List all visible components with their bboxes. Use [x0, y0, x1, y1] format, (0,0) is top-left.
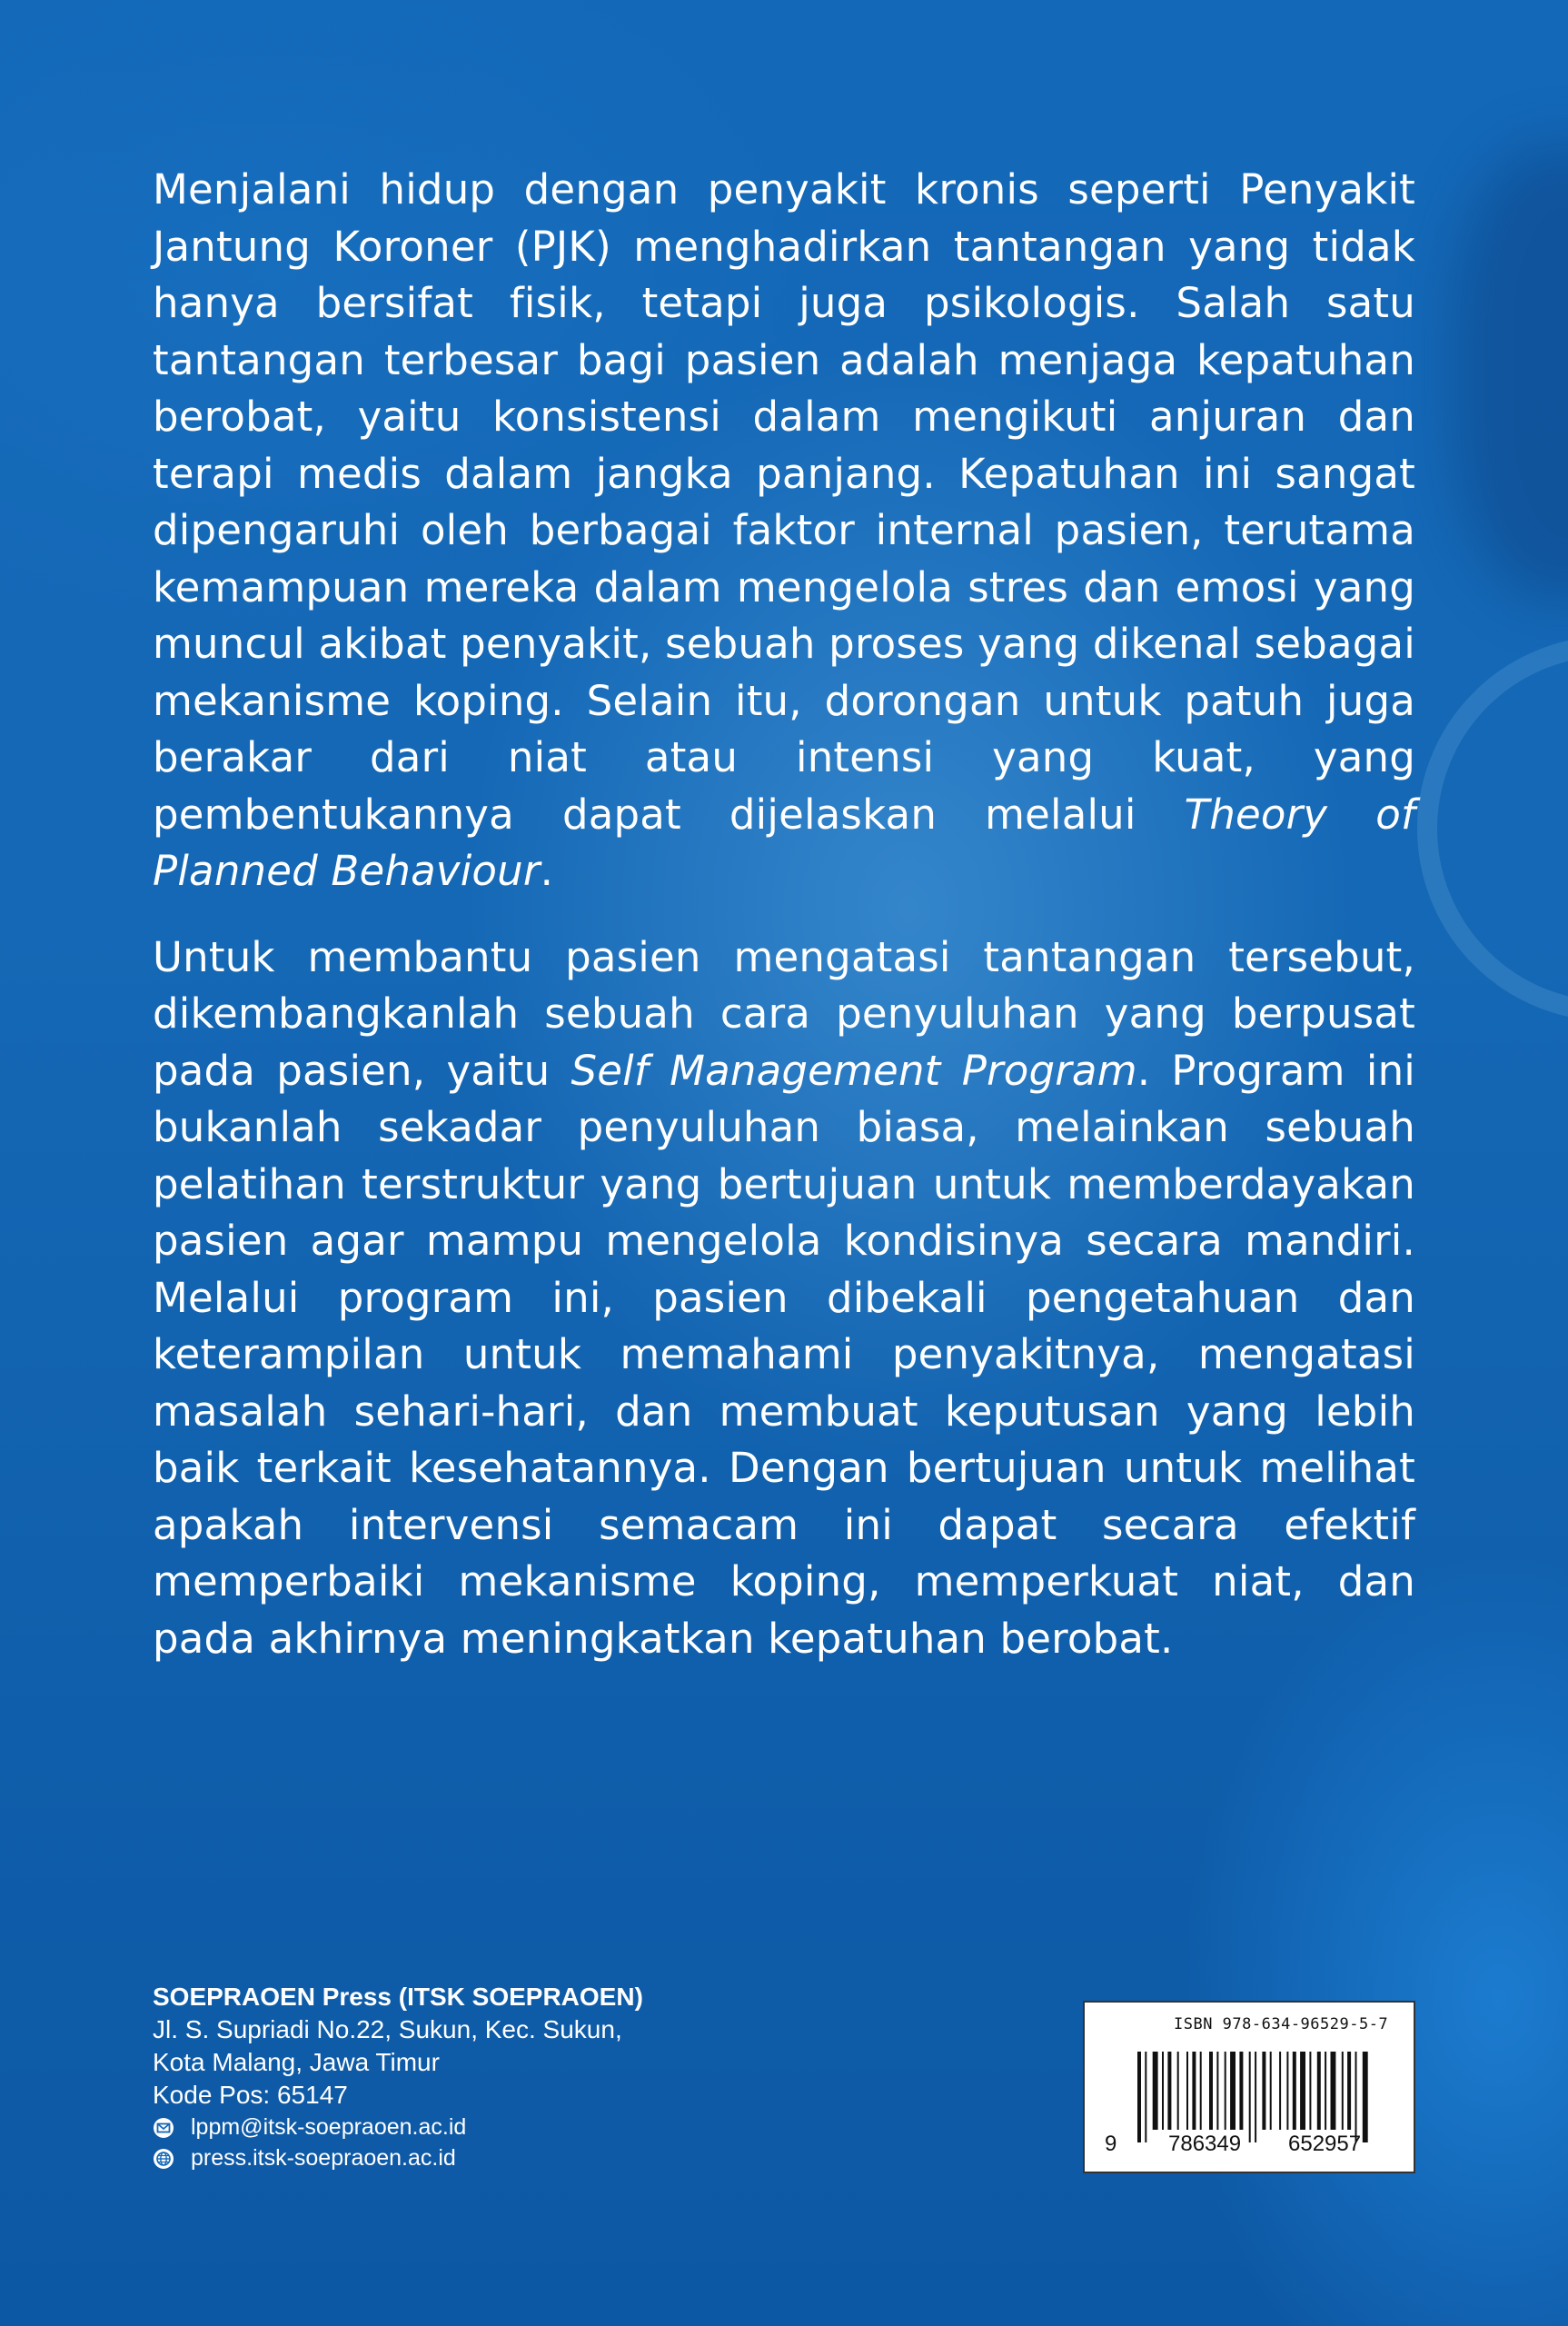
publisher-email[interactable]: lppm@itsk-soepraoen.ac.id: [191, 2114, 467, 2140]
barcode-bar: [1355, 2052, 1357, 2142]
publisher-email-row: [153, 2112, 789, 2142]
publisher-website[interactable]: press.itsk-soepraoen.ac.id: [191, 2145, 456, 2171]
background-shadow-decoration: [1454, 145, 1568, 600]
isbn-barcode: [1083, 2001, 1415, 2173]
globe-icon: [153, 2147, 174, 2169]
barcode-bar: [1363, 2052, 1368, 2142]
barcode-bar: [1162, 2052, 1164, 2130]
publisher-info: [153, 1981, 789, 2173]
barcode-bar: [1200, 2052, 1202, 2130]
barcode-bar: [1192, 2052, 1196, 2130]
envelope-icon: [153, 2116, 174, 2138]
barcode-bar: [1137, 2052, 1141, 2142]
barcode-bar: [1145, 2052, 1146, 2142]
barcode-bars: [1085, 2003, 1417, 2175]
barcode-bar: [1317, 2052, 1321, 2130]
synopsis-paragraph-2: [153, 929, 1415, 1668]
background-ring-decoration: [1417, 636, 1568, 1021]
barcode-first-digit: 9: [1105, 2132, 1117, 2156]
paragraph-1-text: Menjalani hidup dengan penyakit kronis seperti Penyakit Jantung Koroner (PJK) menghadirkan tantangan yang tidak hanya bersifat fisik, tetapi juga psikologis. Salah satu tantangan terbesar bagi pasien adalah menjaga kepatuhan berobat, yaitu konsistensi dalam mengikuti anjuran dan terapi medis dalam jangka panjang. Kepatuhan ini sangat dipengaruhi oleh berbagai faktor internal pasien, terutama kemampuan mereka dalam mengelola stres dan emosi yang muncul akibat penyakit, sebuah proses yang dikenal sebagai mekanisme koping. Selain itu, dorongan untuk patuh juga berakar dari niat atau intensi yang kuat, yang pembentukannya dapat dijelaskan melalui: [153, 165, 1415, 839]
isbn-label: ISBN 978-634-96529-5-7: [1174, 2015, 1389, 2033]
publisher-website-row: [153, 2142, 789, 2173]
barcode-bar: [1167, 2052, 1171, 2130]
barcode-bar: [1286, 2052, 1288, 2130]
barcode-bar: [1177, 2052, 1179, 2130]
barcode-bar: [1347, 2052, 1351, 2130]
barcode-bar: [1342, 2052, 1344, 2130]
barcode-bar: [1216, 2052, 1218, 2130]
paragraph-1-end: .: [540, 847, 554, 895]
barcode-left-digits: 786349: [1168, 2132, 1242, 2156]
barcode-bar: [1249, 2052, 1251, 2142]
synopsis-paragraph-1: [153, 162, 1415, 900]
barcode-right-digits: 652957: [1288, 2132, 1362, 2156]
barcode-bar: [1153, 2052, 1158, 2130]
paragraph-1-emphasis: Theory of Planned Behaviour: [153, 790, 1415, 895]
publisher-address-line-1: Jl. S. Supriadi No.22, Sukun, Kec. Sukun,: [153, 2015, 622, 2043]
barcode-bar: [1239, 2052, 1243, 2130]
barcode-bar: [1186, 2052, 1188, 2130]
publisher-address-line-2: Kota Malang, Jawa Timur: [153, 2048, 440, 2076]
barcode-bar: [1209, 2052, 1213, 2130]
barcode-bar: [1331, 2052, 1336, 2130]
barcode-bar: [1230, 2052, 1236, 2130]
barcode-bar: [1293, 2052, 1296, 2130]
barcode-bar: [1270, 2052, 1272, 2130]
barcode-bar: [1300, 2052, 1305, 2130]
publisher-name: SOEPRAOEN Press (ITSK SOEPRAOEN): [153, 1983, 643, 2011]
barcode-bar: [1309, 2052, 1311, 2130]
paragraph-2-emphasis: Self Management Program: [571, 1046, 1137, 1095]
paragraph-2-start: Untuk membantu pasien mengatasi tantangan tersebut, dikembangkanlah sebuah cara penyuluhan yang berpusat pada pasien, yaitu: [153, 932, 1415, 1095]
barcode-bar: [1255, 2052, 1256, 2142]
publisher-postal-code: Kode Pos: 65147: [153, 2081, 348, 2109]
barcode-bar: [1262, 2052, 1265, 2130]
paragraph-2-rest: . Program ini bukanlah sekadar penyuluhan biasa, melainkan sebuah pelatihan terstruktur yang bertujuan untuk memberdayakan pasien agar mampu mengelola kondisinya secara mandiri. Melalui program ini, pasien dibekali pengetahuan dan keterampilan untuk memahami penyakitnya, mengatasi masalah sehari-hari, dan membuat keputusan yang lebih baik terkait kesehatannya. Dengan bertujuan untuk melihat apakah intervensi semacam ini dapat secara efektif memperbaiki mekanisme koping, memperkuat niat, dan pada akhirnya meningkatkan kepatuhan berobat.: [153, 1046, 1415, 1663]
synopsis-text: [153, 162, 1415, 1696]
barcode-bar: [1325, 2052, 1326, 2130]
barcode-bar: [1225, 2052, 1226, 2130]
barcode-bar: [1279, 2052, 1281, 2130]
